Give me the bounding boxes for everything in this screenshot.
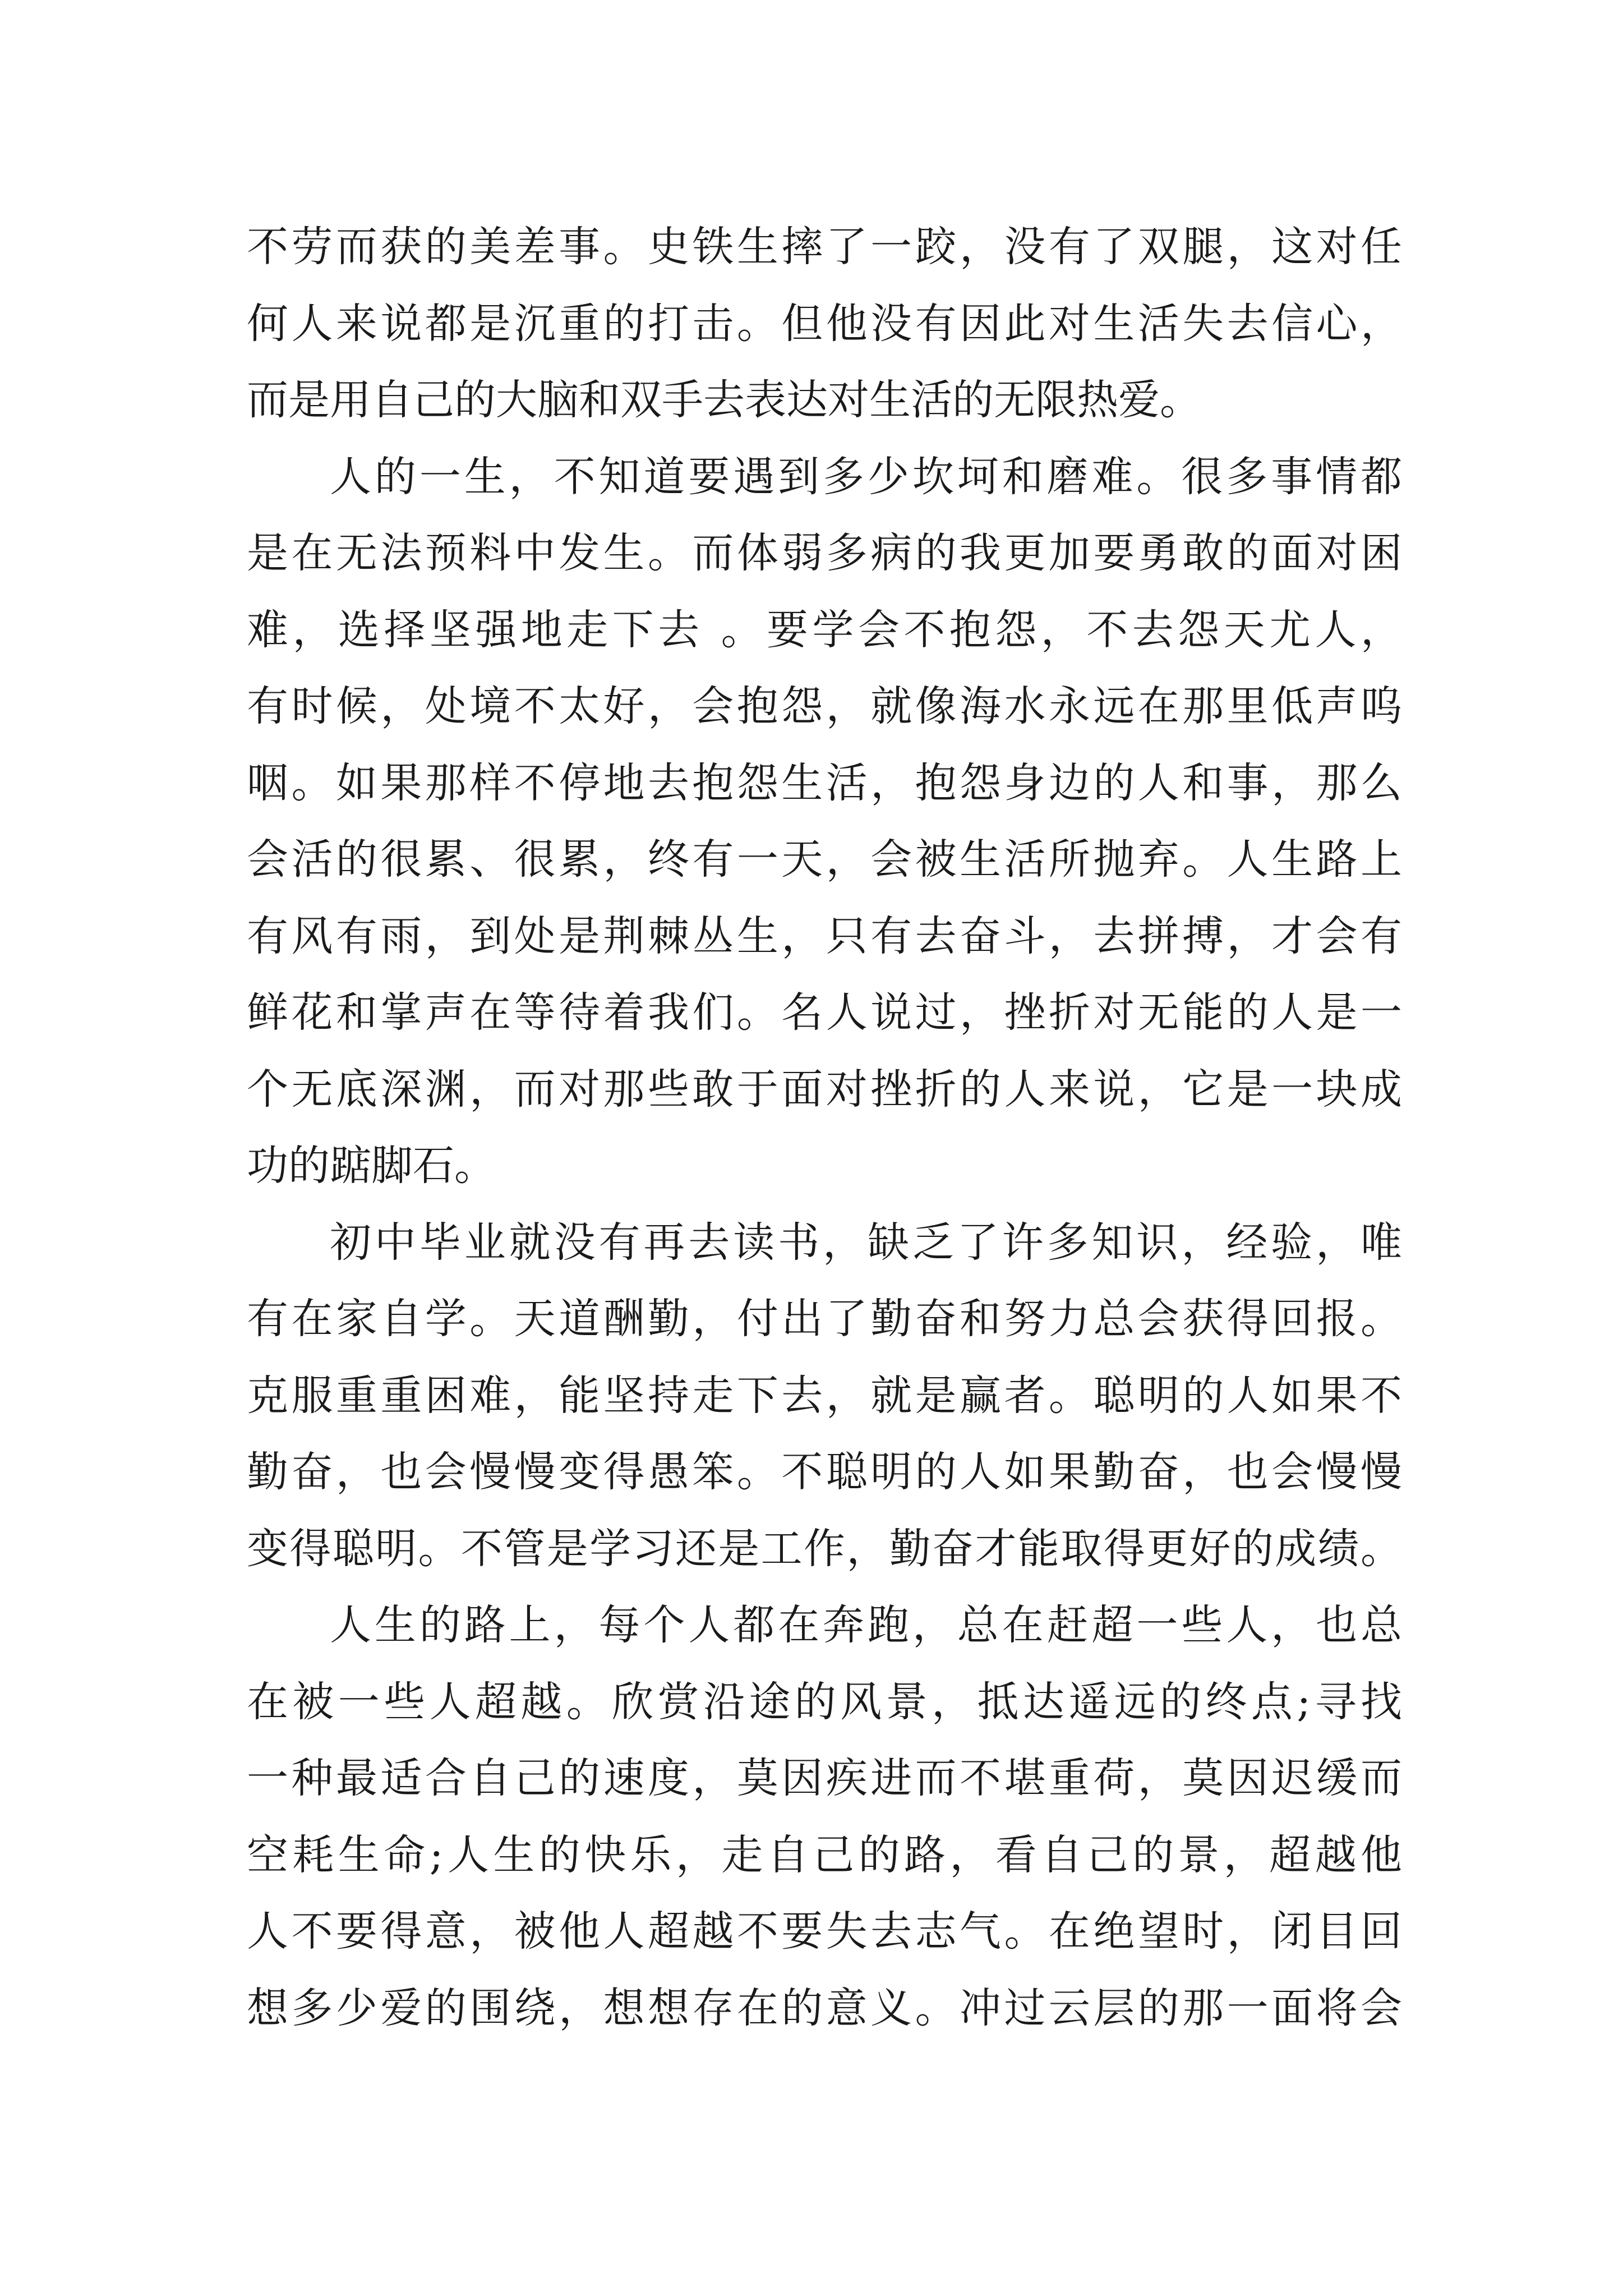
text-line: 个无底深渊，而对那些敢于面对挫折的人来说，它是一块成: [247, 1065, 1402, 1114]
text-line: 有风有雨，到处是荆棘丛生，只有去奋斗，去拼搏，才会有: [247, 912, 1402, 960]
text-line: 勤奋，也会慢慢变得愚笨。不聪明的人如果勤奋，也会慢慢: [247, 1448, 1402, 1496]
text-line: 想多少爱的围绕，想想存在的意义。冲过云层的那一面将会: [247, 1984, 1402, 2032]
text-line: 会活的很累、很累，终有一天，会被生活所抛弃。人生路上: [247, 835, 1402, 884]
text-line: 人不要得意，被他人超越不要失去志气。在绝望时，闭目回: [247, 1907, 1402, 1955]
text-line: 空耗生命;人生的快乐，走自己的路，看自己的景，超越他: [247, 1830, 1402, 1879]
paragraph: [247, 1587, 1402, 2046]
paragraph: [247, 209, 1402, 439]
text-line: 人的一生，不知道要遇到多少坎坷和磨难。很多事情都: [330, 452, 1402, 501]
paragraph: [247, 439, 1402, 1204]
text-line: 有在家自学。天道酬勤，付出了勤奋和努力总会获得回报。: [247, 1295, 1402, 1343]
text-line: 何人来说都是沉重的打击。但他没有因此对生活失去信心，: [247, 299, 1402, 348]
document-body: [247, 209, 1402, 2046]
text-line: 一种最适合自己的速度，莫因疾进而不堪重荷，莫因迟缓而: [247, 1754, 1402, 1802]
text-line: 功的踮脚石。: [247, 1142, 496, 1190]
text-line: 在被一些人超越。欣赏沿途的风景，抵达遥远的终点;寻找: [247, 1677, 1402, 1726]
text-line: 初中毕业就没有再去读书，缺乏了许多知识，经验，唯: [330, 1218, 1402, 1267]
text-line: 是在无法预料中发生。而体弱多病的我更加要勇敢的面对困: [247, 529, 1402, 577]
text-line: 人生的路上，每个人都在奔跑，总在赶超一些人，也总: [330, 1601, 1402, 1649]
text-line: 鲜花和掌声在等待着我们。名人说过，挫折对无能的人是一: [247, 988, 1402, 1037]
text-line: 不劳而获的美差事。史铁生摔了一跤，没有了双腿，这对任: [247, 223, 1402, 271]
paragraph: [247, 1204, 1402, 1588]
text-line: 变得聪明。不管是学习还是工作，勤奋才能取得更好的成绩。: [247, 1524, 1402, 1573]
text-line: 难，选择坚强地走下去 。要学会不抱怨，不去怨天尤人，: [247, 605, 1402, 654]
text-line: 咽。如果那样不停地去抱怨生活，抱怨身边的人和事，那么: [247, 758, 1402, 807]
text-line: 而是用自己的大脑和双手去表达对生活的无限热爱。: [247, 376, 1201, 424]
text-line: 克服重重困难，能坚持走下去，就是赢者。聪明的人如果不: [247, 1371, 1402, 1420]
text-line: 有时候，处境不太好，会抱怨，就像海水永远在那里低声呜: [247, 682, 1402, 730]
